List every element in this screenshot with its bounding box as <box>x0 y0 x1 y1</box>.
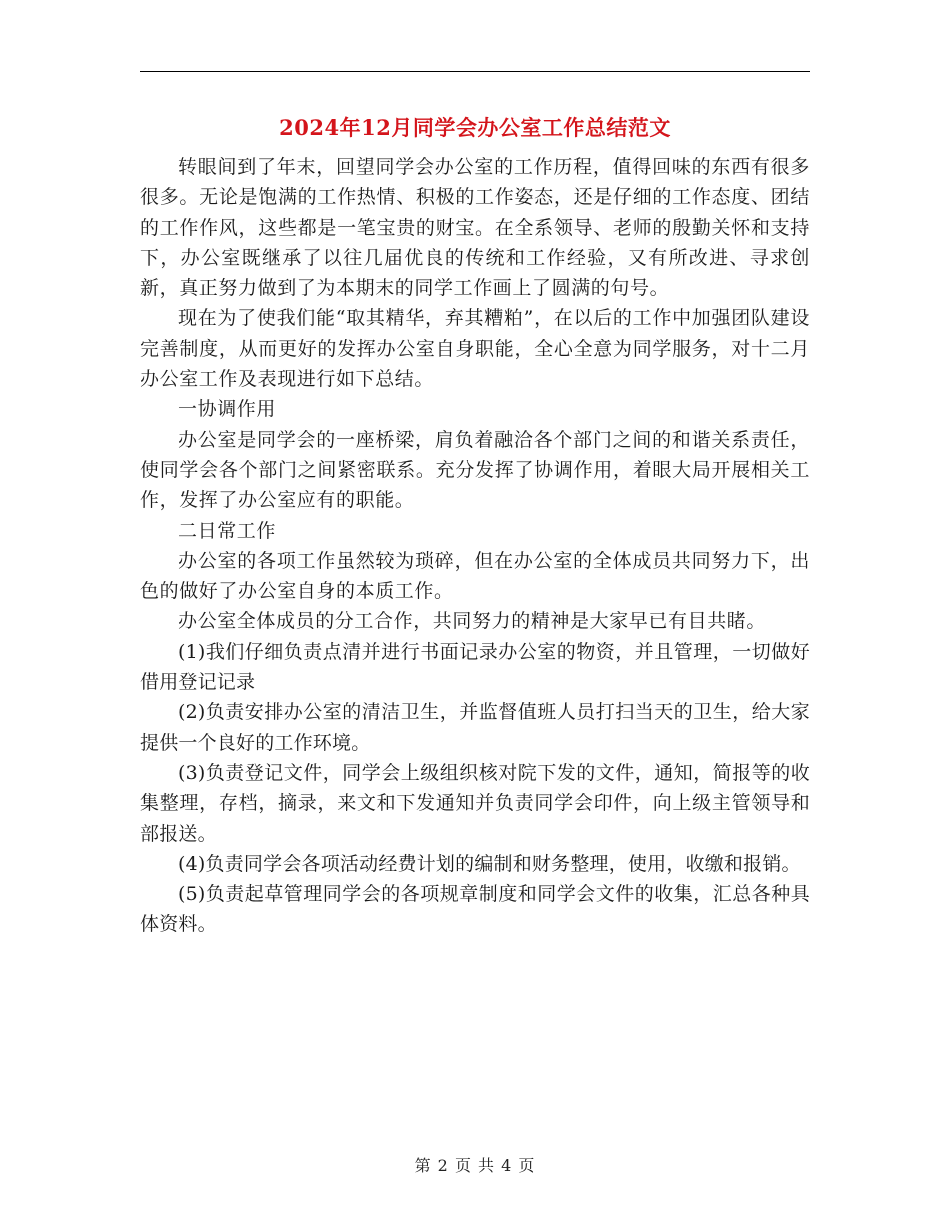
page-footer <box>0 1153 950 1176</box>
header-rule <box>140 71 810 72</box>
page-number: 第 2 页 共 4 页 <box>414 1156 536 1175</box>
paragraph-teamwork: 办公室全体成员的分工合作，共同努力的精神是大家早已有目共睹。 <box>178 610 767 633</box>
paragraph-coordination: 办公室是同学会的一座桥梁，肩负着融洽各个部门之间的和谐关系责任，使同学会各个部门之间紧密联系。充分发挥了协调作用，着眼大局开展相关工作，发挥了办公室应有的职能。 <box>140 428 810 512</box>
document-body <box>140 152 810 940</box>
section-heading-daily-work: 二日常工作 <box>178 519 277 542</box>
paragraph-intro: 转眼间到了年末，回望同学会办公室的工作历程，值得回味的东西有很多很多。无论是饱满的工作热情、积极的工作姿态，还是仔细的工作态度、团结的工作作风，这些都是一笔宝贵的财宝。在全系领导、老师的殷勤关怀和支持下，办公室既继承了以往几届优良的传统和工作经验，又有所改进、寻求创新，真正努力做到了为本期末的同学工作画上了圆满的句号。 <box>140 156 810 300</box>
paragraph-purpose: 现在为了使我们能“取其精华，弃其糟粕”，在以后的工作中加强团队建设完善制度，从而更好的发挥办公室自身职能，全心全意为同学服务，对十二月办公室工作及表现进行如下总结。 <box>140 307 810 391</box>
paragraph-daily-work: 办公室的各项工作虽然较为琐碎，但在办公室的全体成员共同努力下，出色的做好了办公室自身的本质工作。 <box>140 549 810 603</box>
list-item-2: (2)负责安排办公室的清洁卫生，并监督值班人员打扫当天的卫生，给大家提供一个良好的工作环境。 <box>140 701 810 754</box>
list-item-5: (5)负责起草管理同学会的各项规章制度和同学会文件的收集，汇总各种具体资料。 <box>140 883 810 936</box>
list-item-4: (4)负责同学会各项活动经费计划的编制和财务整理，使用，收缴和报销。 <box>178 852 801 875</box>
document-title: 2024年12月同学会办公室工作总结范文 <box>279 115 671 140</box>
section-heading-coordination: 一协调作用 <box>178 398 277 421</box>
list-item-1: (1)我们仔细负责点清并进行书面记录办公室的物资，并且管理，一切做好借用登记记录 <box>140 640 810 694</box>
list-item-3: (3)负责登记文件，同学会上级组织核对院下发的文件，通知，简报等的收集整理，存档，摘录，来文和下发通知并负责同学会印件，向上级主管领导和部报送。 <box>140 761 810 845</box>
